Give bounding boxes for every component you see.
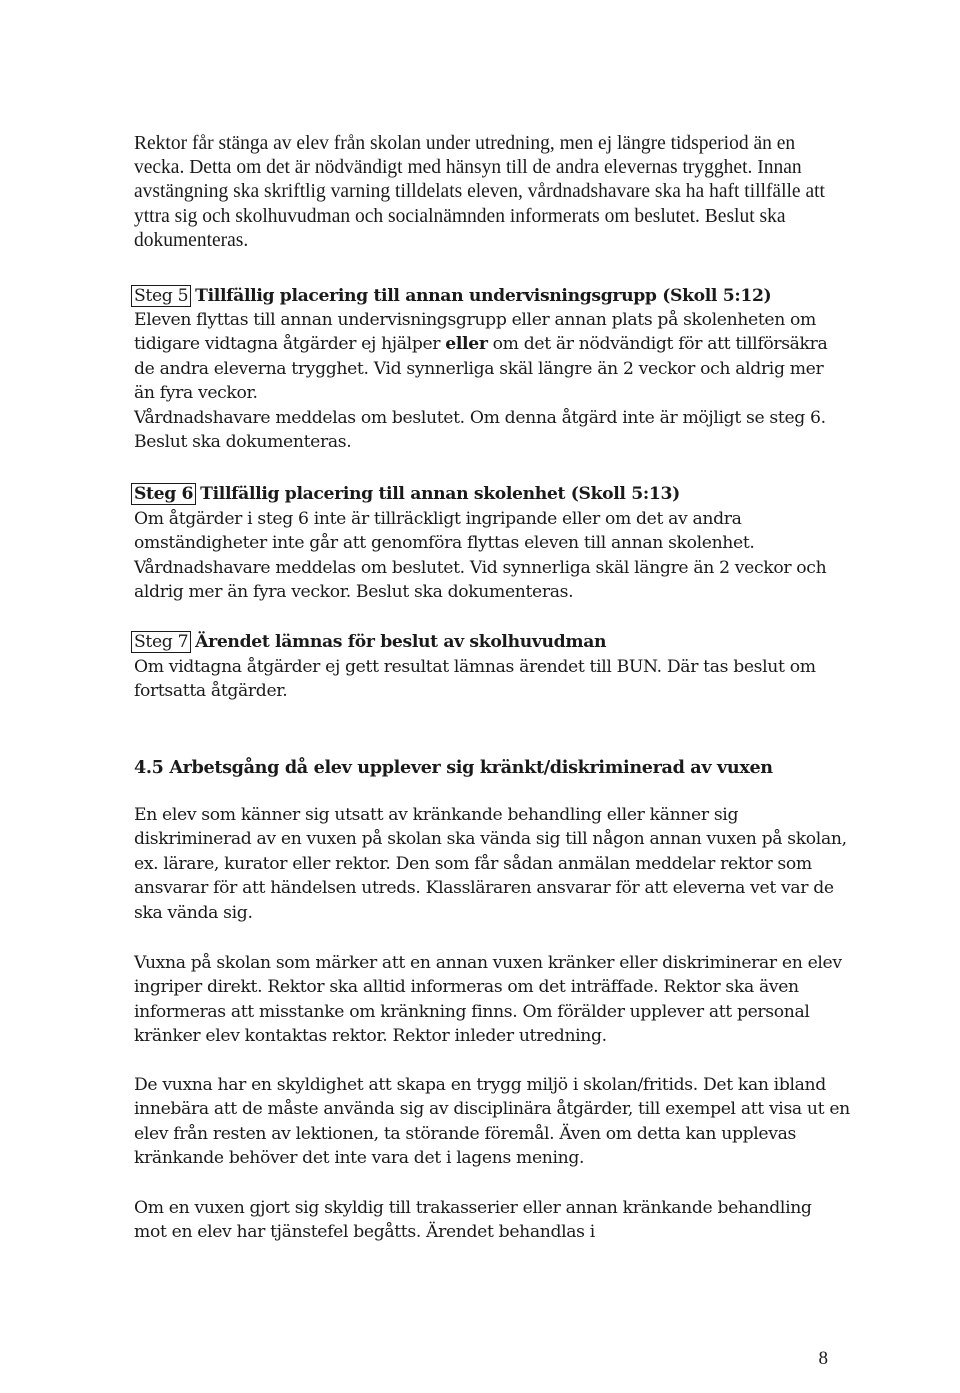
section45-paragraph-4: Om en vuxen gjort sig skyldig till trakasserier eller annan kränkande behandling mot en elev har tjänstefel begåtts. Ärendet behandlas i — [134, 1198, 812, 1243]
steg5-paragraph — [134, 308, 834, 454]
steg5-title: Tillfällig placering till annan undervisningsgrupp (Skoll 5:12) — [195, 286, 772, 306]
steg5-label: Steg 5 — [131, 285, 191, 307]
steg5-bold: eller — [445, 334, 488, 355]
steg7-title: Ärendet lämnas för beslut av skolhuvudman — [195, 632, 607, 652]
steg6-label: Steg 6 — [131, 483, 196, 505]
steg7-paragraph: Om vidtagna åtgärder ej gett resultat lämnas ärendet till BUN. Där tas beslut om fortsatta åtgärder. — [134, 657, 816, 702]
page-number: 8 — [818, 1348, 828, 1369]
section45-paragraph-2: Vuxna på skolan som märker att en annan vuxen kränker eller diskriminerar en elev ingriper direkt. Rektor ska alltid informeras om det inträffade. Rektor ska även informeras att misstanke om kränkning finns. Om förälder upplever att personal kränker elev kontaktas rektor. Rektor inleder utredning. — [134, 953, 842, 1047]
steg6-heading — [134, 482, 834, 506]
steg5-text-a: Eleven flyttas till annan undervisningsgrupp eller annan plats på skolenheten om tidigare vidtagna åtgärder ej hjälper — [134, 310, 816, 355]
steg5-text-c: Vårdnadshavare meddelas om beslutet. Om denna åtgärd inte är möjligt se steg 6. Beslut ska dokumenteras. — [134, 407, 826, 453]
steg7-heading — [134, 630, 834, 654]
section45-paragraph-3: De vuxna har en skyldighet att skapa en trygg miljö i skolan/fritids. Det kan ibland innebära att de måste använda sig av disciplinära åtgärder, till exempel att visa ut en elev från resten av lektionen, ta störande föremål. Även om detta kan upplevas kränkande behöver det inte vara det i lagens mening. — [134, 1075, 850, 1169]
section-heading-4-5: 4.5 Arbetsgång då elev upplever sig kränkt/diskriminerad av vuxen — [134, 757, 773, 778]
steg7-label: Steg 7 — [131, 631, 191, 653]
intro-paragraph: Rektor får stänga av elev från skolan under utredning, men ej längre tidsperiod än en vecka. Detta om det är nödvändigt med hänsyn till de andra elevernas trygghet. Innan avstängning ska skriftlig varning tilldelats eleven, vårdnadshavare ska ha haft tillfälle att yttra sig och skolhuvudman och socialnämnden informerats om beslutet. Beslut ska dokumenteras. — [134, 133, 825, 251]
steg6-paragraph: Om åtgärder i steg 6 inte är tillräckligt ingripande eller om det av andra omständigheter inte går att genomföra flyttas eleven till annan skolenhet. Vårdnadshavare meddelas om beslutet. Vid synnerliga skäl längre än 2 veckor och aldrig mer än fyra veckor. Beslut ska dokumenteras. — [134, 509, 827, 603]
steg6-title: Tillfällig placering till annan skolenhet (Skoll 5:13) — [200, 484, 680, 504]
steg5-heading — [134, 284, 834, 308]
steg5-text-b: om det är nödvändigt för att tillförsäkra de andra eleverna trygghet. Vid synnerliga skäl längre än 2 veckor och aldrig mer än fyra veckor. — [134, 334, 828, 404]
section45-paragraph-1: En elev som känner sig utsatt av kränkande behandling eller känner sig diskriminerad av en vuxen på skolan ska vända sig till någon annan vuxen på skolan, ex. lärare, kurator eller rektor. Den som får sådan anmälan meddelar rektor som ansvarar för att händelsen utreds. Klassläraren ansvarar för att eleverna vet var de ska vända sig. — [134, 805, 847, 923]
